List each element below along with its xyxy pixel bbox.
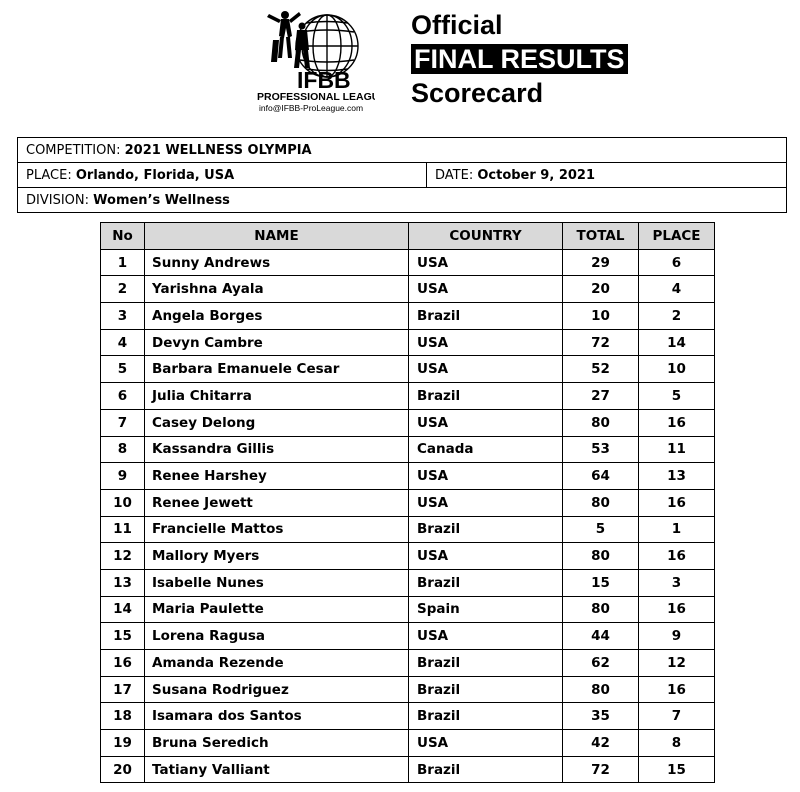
cell-name: Susana Rodriguez: [145, 676, 409, 703]
cell-total: 29: [563, 249, 639, 276]
table-row: [101, 516, 715, 543]
place-cell: [18, 163, 427, 188]
table-row: [101, 329, 715, 356]
cell-country: Brazil: [409, 650, 563, 677]
header-country: COUNTRY: [409, 223, 563, 250]
cell-country: Brazil: [409, 676, 563, 703]
table-row: [101, 569, 715, 596]
cell-country: USA: [409, 409, 563, 436]
cell-total: 20: [563, 276, 639, 303]
division-value: Women’s Wellness: [93, 192, 230, 208]
cell-name: Sunny Andrews: [145, 249, 409, 276]
cell-no: 16: [101, 650, 145, 677]
cell-total: 10: [563, 303, 639, 330]
svg-text:info@IFBB-ProLeague.com: info@IFBB-ProLeague.com: [259, 103, 364, 113]
place-label: PLACE:: [26, 167, 72, 183]
cell-total: 53: [563, 436, 639, 463]
cell-name: Mallory Myers: [145, 543, 409, 570]
date-label: DATE:: [435, 167, 474, 183]
cell-total: 80: [563, 596, 639, 623]
cell-no: 14: [101, 596, 145, 623]
cell-no: 17: [101, 676, 145, 703]
cell-name: Tatiany Valliant: [145, 756, 409, 783]
cell-country: USA: [409, 356, 563, 383]
cell-total: 44: [563, 623, 639, 650]
cell-place: 1: [639, 516, 715, 543]
cell-name: Isabelle Nunes: [145, 569, 409, 596]
cell-name: Barbara Emanuele Cesar: [145, 356, 409, 383]
table-row: [101, 303, 715, 330]
header-total: TOTAL: [563, 223, 639, 250]
cell-place: 4: [639, 276, 715, 303]
cell-name: Angela Borges: [145, 303, 409, 330]
table-row: [101, 756, 715, 783]
cell-no: 4: [101, 329, 145, 356]
cell-name: Casey Delong: [145, 409, 409, 436]
cell-country: USA: [409, 249, 563, 276]
cell-name: Renee Jewett: [145, 489, 409, 516]
title-scorecard: Scorecard: [411, 78, 544, 108]
table-row: [101, 703, 715, 730]
cell-country: USA: [409, 329, 563, 356]
cell-country: USA: [409, 276, 563, 303]
cell-place: 16: [639, 409, 715, 436]
cell-total: 52: [563, 356, 639, 383]
table-row: [101, 730, 715, 757]
cell-country: USA: [409, 543, 563, 570]
table-row: [101, 543, 715, 570]
table-row: [101, 249, 715, 276]
cell-no: 18: [101, 703, 145, 730]
cell-name: Isamara dos Santos: [145, 703, 409, 730]
cell-country: Brazil: [409, 703, 563, 730]
cell-total: 72: [563, 756, 639, 783]
cell-total: 80: [563, 676, 639, 703]
table-row: [101, 383, 715, 410]
date-value: October 9, 2021: [477, 167, 595, 183]
table-row: [101, 596, 715, 623]
cell-total: 35: [563, 703, 639, 730]
cell-total: 72: [563, 329, 639, 356]
cell-place: 8: [639, 730, 715, 757]
cell-name: Yarishna Ayala: [145, 276, 409, 303]
cell-country: USA: [409, 623, 563, 650]
svg-text:IFBB: IFBB: [297, 67, 351, 93]
cell-country: USA: [409, 730, 563, 757]
competition-info-table: [17, 137, 787, 213]
cell-name: Kassandra Gillis: [145, 436, 409, 463]
cell-no: 8: [101, 436, 145, 463]
cell-no: 19: [101, 730, 145, 757]
table-row: [101, 676, 715, 703]
cell-country: Brazil: [409, 303, 563, 330]
cell-place: 5: [639, 383, 715, 410]
cell-place: 14: [639, 329, 715, 356]
cell-total: 62: [563, 650, 639, 677]
cell-name: Maria Paulette: [145, 596, 409, 623]
cell-place: 2: [639, 303, 715, 330]
cell-place: 13: [639, 463, 715, 490]
cell-place: 15: [639, 756, 715, 783]
cell-no: 15: [101, 623, 145, 650]
table-row: [101, 356, 715, 383]
cell-country: Brazil: [409, 569, 563, 596]
cell-no: 12: [101, 543, 145, 570]
cell-country: Spain: [409, 596, 563, 623]
cell-place: 9: [639, 623, 715, 650]
division-cell: [18, 188, 787, 213]
cell-total: 15: [563, 569, 639, 596]
place-value: Orlando, Florida, USA: [75, 167, 235, 183]
table-row: [101, 463, 715, 490]
cell-name: Lorena Ragusa: [145, 623, 409, 650]
date-cell: [427, 163, 787, 188]
ifbb-logo: [255, 6, 375, 114]
cell-place: 6: [639, 249, 715, 276]
cell-place: 7: [639, 703, 715, 730]
division-label: DIVISION:: [26, 192, 89, 208]
results-body: [101, 249, 715, 783]
table-row: [101, 623, 715, 650]
cell-no: 7: [101, 409, 145, 436]
header-name: NAME: [145, 223, 409, 250]
title-official: Official: [411, 10, 503, 40]
cell-name: Bruna Seredich: [145, 730, 409, 757]
table-row: [101, 276, 715, 303]
cell-no: 13: [101, 569, 145, 596]
cell-country: Brazil: [409, 516, 563, 543]
cell-place: 10: [639, 356, 715, 383]
cell-name: Amanda Rezende: [145, 650, 409, 677]
cell-country: USA: [409, 489, 563, 516]
header-place: PLACE: [639, 223, 715, 250]
cell-place: 3: [639, 569, 715, 596]
cell-no: 2: [101, 276, 145, 303]
cell-country: Brazil: [409, 756, 563, 783]
cell-no: 6: [101, 383, 145, 410]
cell-total: 80: [563, 489, 639, 516]
title-final-results: FINAL RESULTS: [411, 44, 628, 74]
table-row: [101, 436, 715, 463]
cell-place: 16: [639, 596, 715, 623]
cell-total: 80: [563, 543, 639, 570]
cell-total: 27: [563, 383, 639, 410]
competition-label: COMPETITION:: [26, 142, 121, 158]
cell-name: Devyn Cambre: [145, 329, 409, 356]
cell-no: 9: [101, 463, 145, 490]
competition-value: 2021 WELLNESS OLYMPIA: [124, 142, 312, 158]
cell-place: 11: [639, 436, 715, 463]
competition-cell: [18, 138, 787, 163]
cell-no: 11: [101, 516, 145, 543]
document-title: [411, 8, 628, 110]
cell-no: 20: [101, 756, 145, 783]
cell-no: 1: [101, 249, 145, 276]
cell-place: 16: [639, 543, 715, 570]
table-row: [101, 650, 715, 677]
cell-total: 80: [563, 409, 639, 436]
cell-place: 16: [639, 489, 715, 516]
svg-text:PROFESSIONAL LEAGUE: PROFESSIONAL LEAGUE: [257, 91, 375, 103]
cell-place: 12: [639, 650, 715, 677]
table-row: [101, 489, 715, 516]
cell-name: Julia Chitarra: [145, 383, 409, 410]
results-table: [100, 222, 715, 783]
cell-place: 16: [639, 676, 715, 703]
cell-total: 64: [563, 463, 639, 490]
cell-total: 42: [563, 730, 639, 757]
cell-total: 5: [563, 516, 639, 543]
results-header-row: [101, 223, 715, 250]
cell-country: Brazil: [409, 383, 563, 410]
cell-country: USA: [409, 463, 563, 490]
cell-no: 5: [101, 356, 145, 383]
cell-no: 10: [101, 489, 145, 516]
table-row: [101, 409, 715, 436]
header-no: No: [101, 223, 145, 250]
cell-name: Renee Harshey: [145, 463, 409, 490]
ifbb-globe-icon: [255, 6, 375, 114]
cell-country: Canada: [409, 436, 563, 463]
cell-name: Francielle Mattos: [145, 516, 409, 543]
cell-no: 3: [101, 303, 145, 330]
